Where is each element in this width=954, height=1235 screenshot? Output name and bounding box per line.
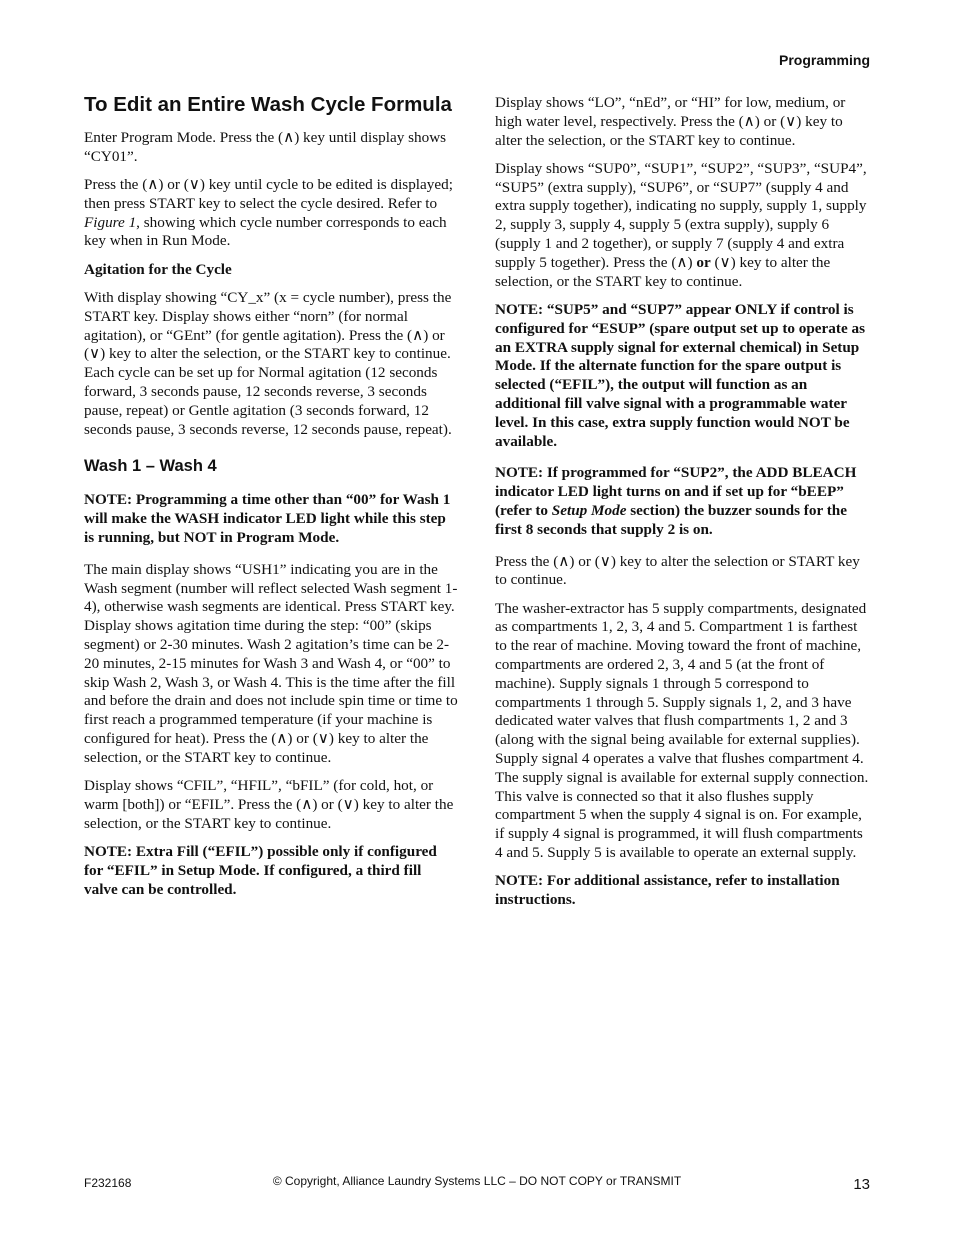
water-level-paragraph: Display shows “LO”, “nEd”, or “HI” for low, medium, or high water level, respectively. Press the (∧) or (∨) key to alter the selection, or the START key to continue. [495,94,846,149]
figure-reference: Figure 1 [84,213,137,231]
supply-text-b: (∨) key to alter the selection, or the START key to continue. [495,253,831,290]
fill-paragraph: Display shows “CFIL”, “HFIL”, “bFIL” (for cold, hot, or warm [both]) or “EFIL”. Press the (∧) or (∨) key to alter the selection, or the START key to continue. [84,777,454,832]
continue-paragraph: Press the (∧) or (∨) key to alter the selection or START key to continue. [495,552,860,589]
supply-text-a: Display shows “SUP0”, “SUP1”, “SUP2”, “SUP3”, “SUP4”, “SUP5” (extra supply), “SUP6”, or “SUP7” (supply 4 and extra supply together), indicating no supply, supply 1, supply 2, supply 3, supply 4, supply 5 (extra supply), supply 6 (supply 1 and 2 together), or supply 7 (supply 4 and extra supply 5 together). Press the (∧) [495,159,867,271]
assistance-note: NOTE: For additional assistance, refer to installation instructions. [495,872,840,909]
section-header: Programming [778,52,870,68]
intro-paragraph: Enter Program Mode. Press the (∧) key until display shows “CY01”. [84,129,447,165]
extra-fill-note: NOTE: Extra Fill (“EFIL”) possible only if configured for “EFIL” in Setup Mode. If configured, a third fill valve can be controlled. [84,843,437,898]
page-number: 13 [853,1176,870,1193]
sup2-note-text-a: NOTE: If programmed for “SUP2”, the ADD BLEACH indicator LED light turns on and if set up for “bEEP” (refer to [495,464,857,519]
wash-note: NOTE: Programming a time other than “00” for Wash 1 will make the WASH indicator LED light while this step is running, but NOT in Program Mode. [84,491,451,547]
supply-paragraph [495,160,870,292]
select-cycle-paragraph [84,176,458,251]
wash-subheading: Wash 1 – Wash 4 [84,457,217,476]
setup-mode-reference: Setup Mode [551,501,627,519]
sup2-note [495,464,870,539]
select-cycle-text-a: Press the (∧) or (∨) key until cycle to be edited is displayed; then press START key to select the cycle desired. Refer to [84,176,453,212]
sup5-sup7-note: NOTE: “SUP5” and “SUP7” appear ONLY if control is configured for “ESUP” (spare output set up to operate as an EXTRA supply signal for external chemical) in Setup Mode. If the alternate function for the spare output is selected (“EFIL”), the output will function as an additional fill valve signal with a programmable water level. In this case, extra supply function would NOT be available. [495,300,865,450]
agitation-label: Agitation for the Cycle [84,260,232,278]
left-column [84,92,458,912]
wash-segment-paragraph: The main display shows “USH1” indicating you are in the Wash segment (number will reflect selected Wash segment 1-4), otherwise wash segments are identical. Press START key. Display shows agitation time during the step: “00” (skips segment) or 2-30 minutes. Wash 2 agitation’s time can be 2-20 minutes, 2-15 minutes for Wash 3 and Wash 4, or “00” to skip Wash 2, Wash 3, or Wash 4. This is the time after the fill and before the drain and does not include spin time or time to first reach a programmed temperature (if your machine is configured for heat). Press the (∧) or (∨) key to alter the selection, or the START key to continue. [84,560,458,766]
supply-or: or [696,253,711,271]
agitation-paragraph: With display showing “CY_x” (x = cycle number), press the START key. Display shows either “norn” (for normal agitation), or “GEnt” (for gentle agitation). Press the (∧) or (∨) key to alter the selection, or the START key to continue. Each cycle can be set up for Normal agitation (12 seconds forward, 3 seconds pause, 12 seconds reverse, 3 seconds pause, repeat) or Gentle agitation (3 seconds forward, 12 seconds pause, 3 seconds reverse, 12 seconds pause, repeat). [84,289,452,438]
document-number: F232168 [84,1176,132,1190]
sup2-note-text-b: section) the buzzer sounds for the first 8 seconds that supply 2 is on. [495,501,847,538]
right-column [495,94,870,923]
copyright-notice: © Copyright, Alliance Laundry Systems LLC – DO NOT COPY or TRANSMIT [272,1174,682,1188]
select-cycle-text-b: , showing which cycle number corresponds to each key when in Run Mode. [84,213,447,250]
page-title: To Edit an Entire Wash Cycle Formula [84,93,452,116]
compartments-paragraph: The washer-extractor has 5 supply compartments, designated as compartments 1, 2, 3, 4 and 5. Compartment 1 is farthest to the rear of machine. Moving toward the front of machine, compartments are ordered 2, 3, 4 and 5 (at the front of machine). Supply signals 1 through 5 correspond to compartments 1 through 5. Supply signals 1, 2, and 3 have dedicated water valves that flush compartments 1, 2 and 3 (along with the signal being available for external supplies). Supply signal 4 operates a valve that flushes compartment 4. The supply signal is available for external supply connection. This valve is connected so that it also flushes supply compartment 5 when the supply 4 signal is on. For example, if supply 4 signal is programmed, it will flush compartments 4 and 5. Supply 5 is available to operate an external supply. [495,599,869,861]
